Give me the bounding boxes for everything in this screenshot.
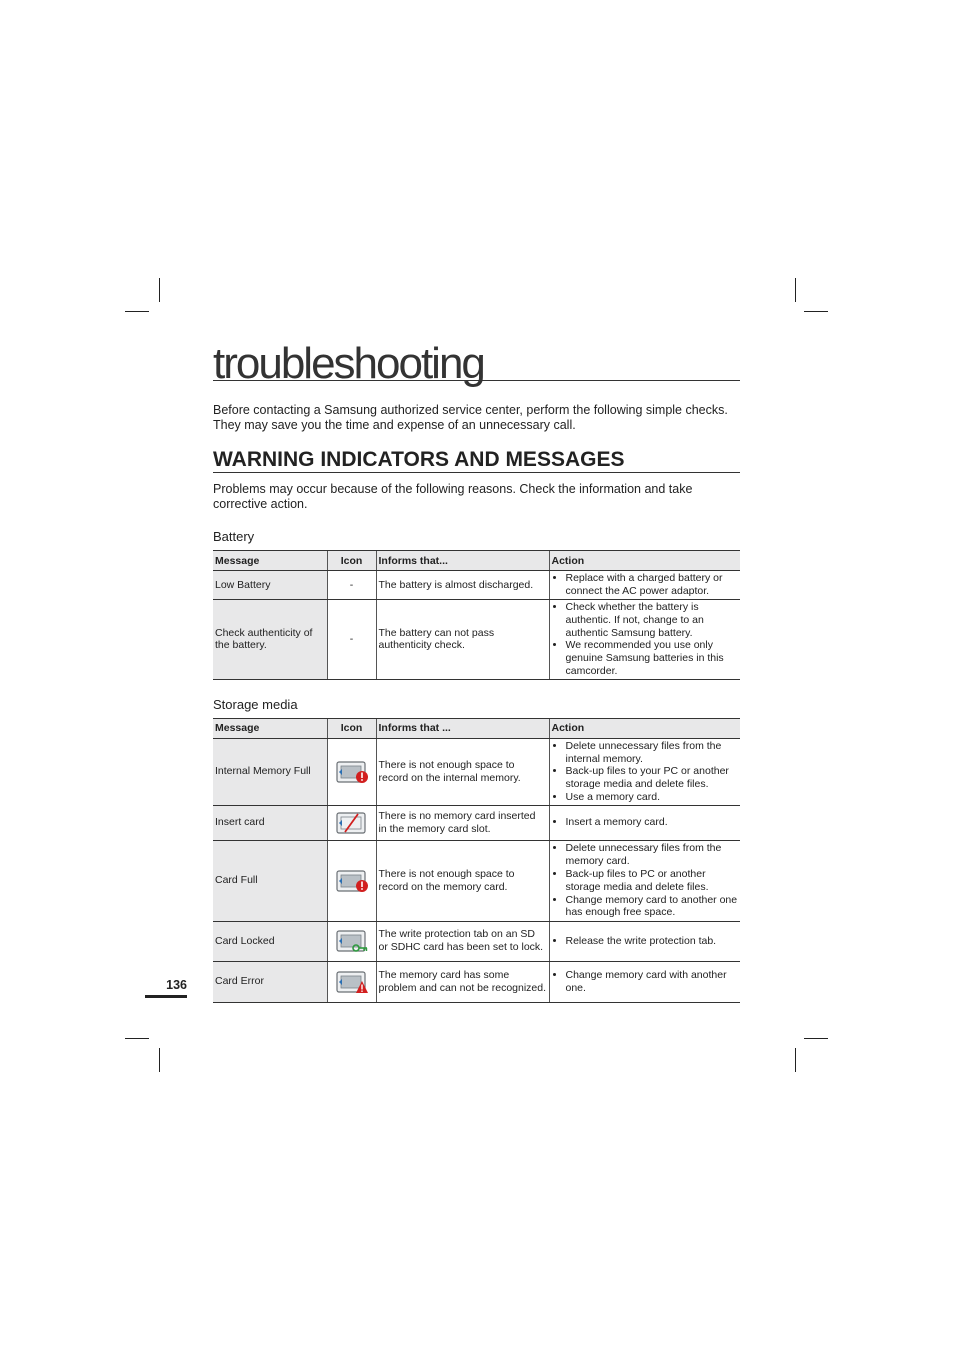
- column-header: Message: [213, 551, 327, 571]
- storage-heading: Storage media: [213, 696, 298, 712]
- card-error-icon: [336, 970, 368, 994]
- crop-mark: [159, 278, 160, 302]
- battery-table: [213, 550, 740, 680]
- storage-table: [213, 718, 740, 1003]
- message-cell: Card Locked: [213, 921, 327, 961]
- action-item: • Replace with a charged battery or connect the AC power adaptor.: [566, 572, 739, 598]
- message-cell: Card Full: [213, 840, 327, 921]
- action-cell: [549, 738, 740, 805]
- crop-mark: [795, 1048, 796, 1072]
- table-row: [213, 961, 740, 1002]
- table-row: [213, 738, 740, 805]
- action-item: • Change memory card with another one.: [566, 969, 739, 995]
- action-item: • Change memory card to another one has enough free space.: [566, 894, 739, 920]
- icon-cell: [327, 961, 376, 1002]
- icon-cell: [327, 921, 376, 961]
- crop-mark: [125, 311, 149, 312]
- action-item: • We recommended you use only genuine Samsung batteries in this camcorder.: [566, 639, 739, 677]
- battery-heading: Battery: [213, 529, 255, 544]
- action-cell: [549, 600, 740, 680]
- table-row: [213, 600, 740, 680]
- message-cell: Check authenticity of the battery.: [213, 600, 327, 680]
- informs-cell: The write protection tab on an SD or SDHC card has been set to lock.: [376, 921, 549, 961]
- card-locked-icon: [336, 929, 368, 953]
- table-row: [213, 805, 740, 840]
- section-paragraph: Problems may occur because of the following reasons. Check the information and take corrective action.: [213, 482, 693, 511]
- table-row: [213, 840, 740, 921]
- informs-cell: There is not enough space to record on the internal memory.: [376, 738, 549, 805]
- action-cell: [549, 571, 740, 600]
- crop-mark: [804, 1038, 828, 1039]
- informs-cell: There is not enough space to record on the memory card.: [376, 840, 549, 921]
- column-header: Icon: [327, 551, 376, 571]
- message-cell: Internal Memory Full: [213, 738, 327, 805]
- page-number: 136: [145, 978, 187, 998]
- column-header: Action: [549, 551, 740, 571]
- action-cell: [549, 961, 740, 1002]
- action-cell: [549, 805, 740, 840]
- page-title: troubleshooting: [213, 340, 740, 381]
- informs-cell: The battery can not pass authenticity check.: [376, 600, 549, 680]
- memory-full-icon: [336, 760, 368, 784]
- intro-paragraph: Before contacting a Samsung authorized service center, perform the following simple checks. They may save you the time and expense of an unnecessary call.: [213, 403, 728, 432]
- crop-mark: [159, 1048, 160, 1072]
- column-header: Informs that ...: [376, 718, 549, 738]
- no-card-icon: [336, 811, 368, 835]
- action-item: • Back-up files to PC or another storage media and delete files.: [566, 868, 739, 894]
- column-header: Icon: [327, 718, 376, 738]
- action-item: • Insert a memory card.: [566, 816, 739, 829]
- informs-cell: The battery is almost discharged.: [376, 571, 549, 600]
- table-row: [213, 921, 740, 961]
- icon-cell: -: [327, 600, 376, 680]
- card-full-icon: [336, 869, 368, 893]
- table-row: [213, 571, 740, 600]
- action-cell: [549, 840, 740, 921]
- section-heading: WARNING INDICATORS AND MESSAGES: [213, 449, 740, 473]
- column-header: Message: [213, 718, 327, 738]
- crop-mark: [125, 1038, 149, 1039]
- table-header-row: [213, 551, 740, 571]
- action-item: • Back-up files to your PC or another storage media and delete files.: [566, 765, 739, 791]
- action-item: • Delete unnecessary files from the internal memory.: [566, 740, 739, 766]
- icon-cell: [327, 840, 376, 921]
- icon-cell: [327, 805, 376, 840]
- action-item: • Delete unnecessary files from the memory card.: [566, 842, 739, 868]
- action-cell: [549, 921, 740, 961]
- icon-cell: -: [327, 571, 376, 600]
- message-cell: Low Battery: [213, 571, 327, 600]
- column-header: Action: [549, 718, 740, 738]
- icon-cell: [327, 738, 376, 805]
- table-header-row: [213, 718, 740, 738]
- action-item: • Release the write protection tab.: [566, 935, 739, 948]
- action-item: • Check whether the battery is authentic. If not, change to an authentic Samsung battery.: [566, 601, 739, 639]
- informs-cell: The memory card has some problem and can not be recognized.: [376, 961, 549, 1002]
- message-cell: Insert card: [213, 805, 327, 840]
- action-item: • Use a memory card.: [566, 791, 739, 804]
- column-header: Informs that...: [376, 551, 549, 571]
- crop-mark: [804, 311, 828, 312]
- crop-mark: [795, 278, 796, 302]
- informs-cell: There is no memory card inserted in the memory card slot.: [376, 805, 549, 840]
- page-content: [213, 340, 740, 1003]
- message-cell: Card Error: [213, 961, 327, 1002]
